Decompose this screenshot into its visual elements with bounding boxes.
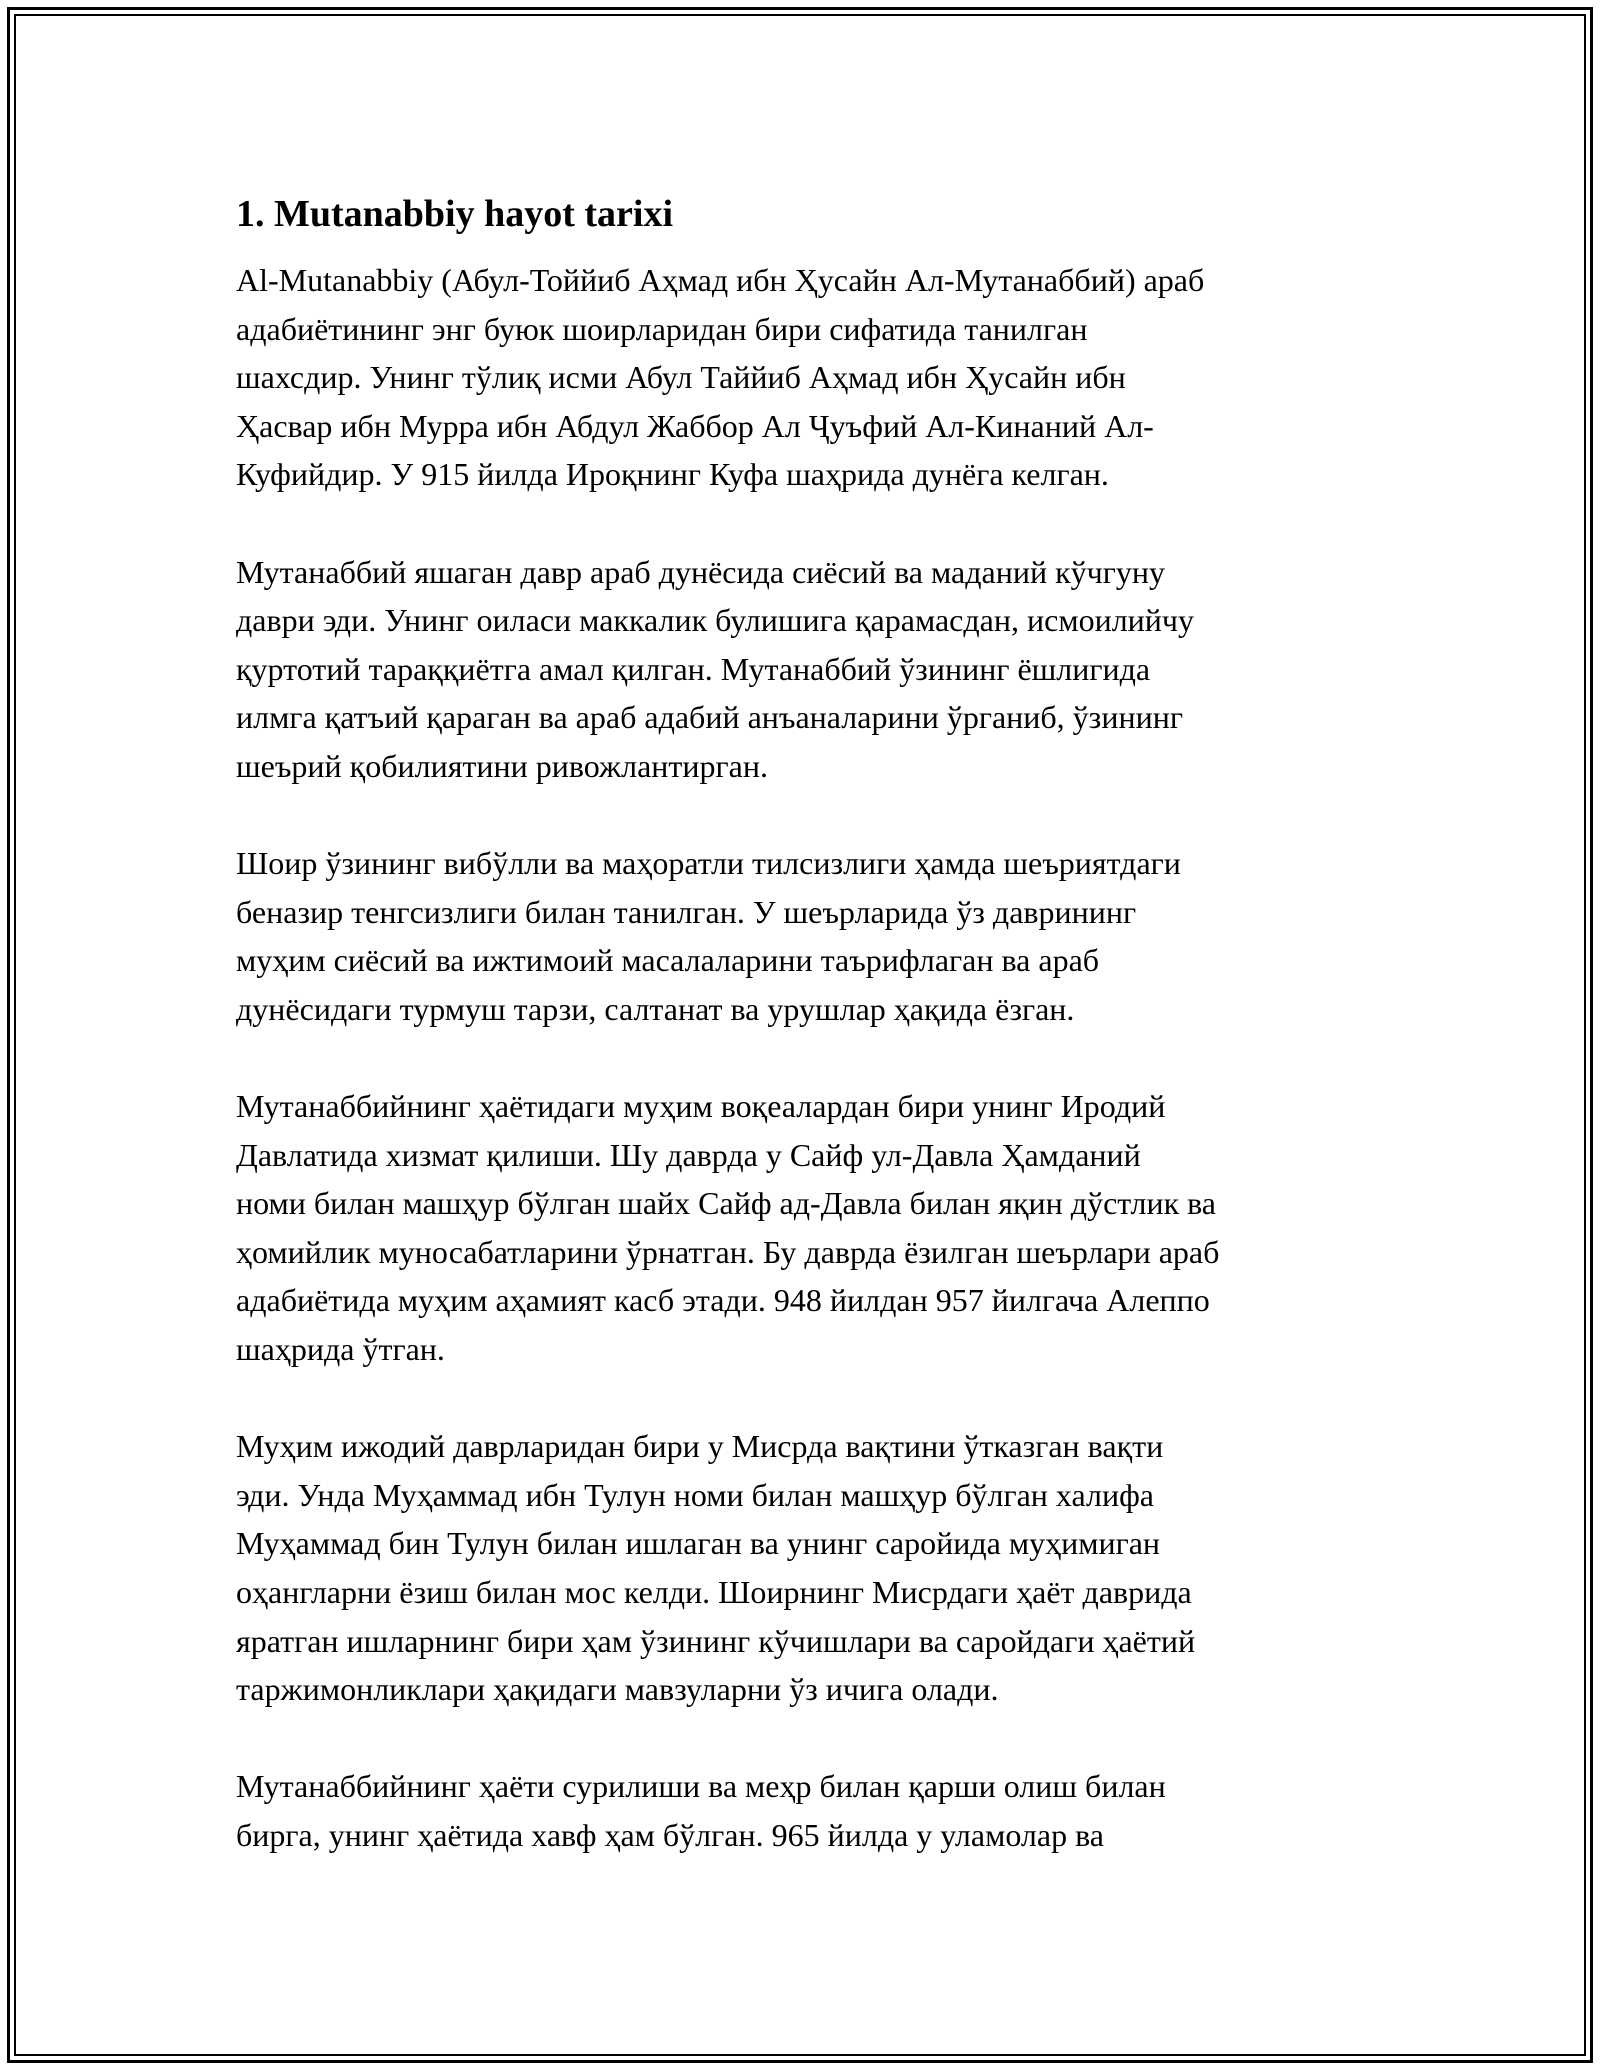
section-heading: 1. Mutanabbiy hayot tarixi (236, 193, 674, 235)
paragraph-1: Al-Mutanabbiy (Абул-Тоййиб Аҳмад ибн Ҳусайн Ал-Мутанаббий) араб адабиётининг энг буюк шоирларидан бири сифатида танилган шахсдир. Унинг тўлиқ исми Абул Таййиб Аҳмад ибн Ҳусайн ибн Ҳасвар ибн Мурра ибн Абдул Жаббор Ал Ҷуъфий Ал-Кинаний Ал- Куфийдир. У 915 йилда Ироқнинг Куфа шаҳрида дунёга келган. (236, 262, 1205, 493)
paragraph-6: Мутанаббийнинг ҳаёти сурилиши ва меҳр билан қарши олиш билан бирга, унинг ҳаётида хавф ҳам бўлган. 965 йилда у уламолар ва (236, 1768, 1166, 1853)
paragraph-4: Мутанаббийнинг ҳаётидаги муҳим воқеалардан бири унинг Иродий Давлатида хизмат қилиши. Шу даврда у Сайф ул-Давла Ҳамданий номи билан машҳур бўлган шайх Сайф ад-Давла билан яқин дўстлик ва ҳомийлик муносабатларини ўрнатган. Бу даврда ёзилган шеърлари араб адабиётида муҳим аҳамият касб этади. 948 йилдан 957 йилгача Алеппо шаҳрида ўтган. (236, 1088, 1220, 1368)
paragraph-2: Мутанаббий яшаган давр араб дунёсида сиёсий ва маданий кўчгуну даври эди. Унинг оиласи маккалик булишига қарамасдан, исмоилийчу қуртотий тараққиётга амал қилган. Мутанаббий ўзининг ёшлигида илмга қатъий қараган ва араб адабий анъаналарини ўрганиб, ўзининг шеърий қобилиятини ривожлантирган. (236, 553, 1194, 784)
paragraph-3: Шоир ўзининг вибўлли ва маҳоратли тилсизлиги ҳамда шеъриятдаги беназир тенгсизлиги билан танилган. У шеърларида ўз даврининг муҳим сиёсий ва ижтимоий масалаларини таърифлаган ва араб дунёсидаги турмуш тарзи, салтанат ва урушлар ҳақида ёзган. (236, 845, 1181, 1027)
paragraph-5: Муҳим ижодий даврларидан бири у Мисрда вақтини ўтказган вақти эди. Унда Муҳаммад ибн Тулун номи билан машҳур бўлган халифа Муҳаммад бин Тулун билан ишлаган ва унинг саройида муҳимиган оҳангларни ёзиш билан мос келди. Шоирнинг Мисрдаги ҳаёт даврида яратган ишларнинг бири ҳам ўзининг кўчишлари ва саройдаги ҳаётий таржимонликлари ҳақидаги мавзуларни ўз ичига олади. (236, 1428, 1196, 1708)
document-body (236, 190, 1376, 1908)
